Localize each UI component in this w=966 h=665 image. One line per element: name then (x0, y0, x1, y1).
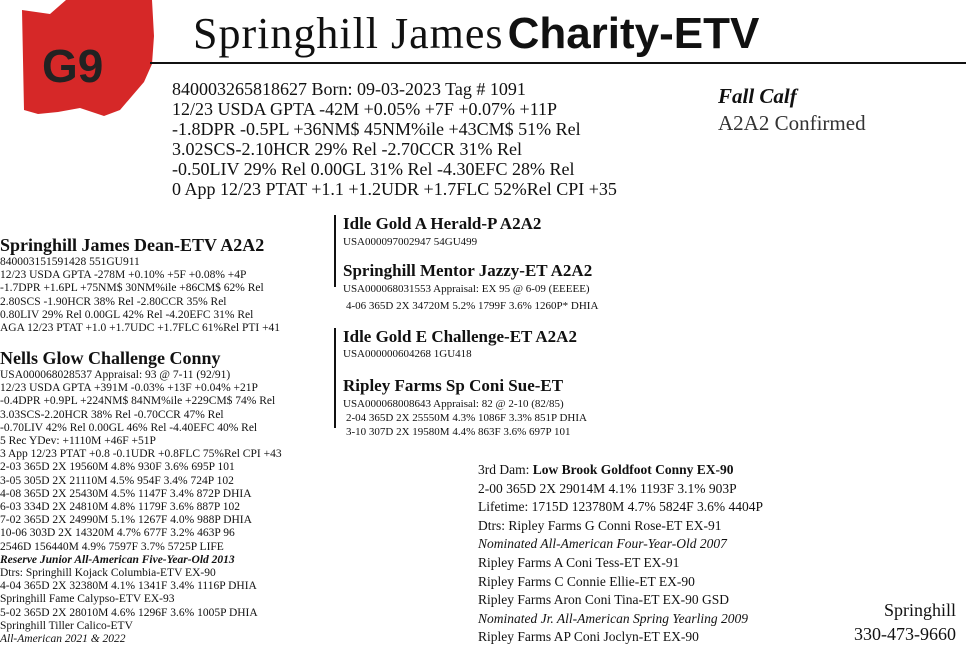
sires-sire-id: USA000097002947 54GU499 (343, 236, 478, 248)
dams-dam-name: Ripley Farms Sp Coni Sue-ET (343, 376, 564, 395)
dams-dam-record-1: 2-04 365D 2X 25550M 4.3% 1086F 3.3% 851P DHIA (346, 412, 587, 424)
sires-dam-name: Springhill Mentor Jazzy-ET A2A2 (343, 261, 593, 280)
dams-sire-name: Idle Gold E Challenge-ET A2A2 (343, 327, 577, 346)
logo-text: G9 (42, 40, 104, 92)
dam-final-award: All-American 2021 & 2022 (0, 633, 126, 646)
status-label: Fall Calf (718, 84, 797, 108)
dams-dam-id: USA000068008643 Appraisal: 82 @ 2-10 (82/85) (343, 398, 564, 410)
third-dam-title: 3rd Dam: Low Brook Goldfoot Conny EX-90 (478, 462, 734, 477)
main-line: -1.8DPR -0.5PL +36NM$ 45NM%ile +43CM$ 51% Rel (172, 119, 581, 139)
main-line: -0.50LIV 29% Rel 0.00GL 31% Rel -4.30EFC 28% Rel (172, 159, 575, 179)
title-suffix: Charity-ETV (507, 9, 760, 58)
title-name: Springhill James (193, 9, 504, 58)
sires-sire-name: Idle Gold A Herald-P A2A2 (343, 214, 542, 233)
pedigree-bar-top (334, 215, 336, 287)
contact-farm: Springhill (883, 600, 956, 620)
contact-phone: 330-473-9660 (854, 624, 956, 644)
page-title (193, 8, 759, 59)
dam-details: USA000068028537 Appraisal: 93 @ 7-11 (92/91) 12/23 USDA GPTA +391M -0.03% +13F +0.04% +21P -0.4DPR +0.9PL +224NM$ 84NM%ile +229CM$ 74% Rel 3.03SCS-2.20HCR 38% Rel -0.70CCR 47% Rel -0.70LIV 42% Rel 0.00GL 46% Rel -4.40EFC 40% Rel 5 Rec YDev: +1110M +46F +51P 3 App 12/23 PTAT +0.8 -0.1UDR +0.8FLC 75%Rel CPI +43 2-03 365D 2X 19560M 4.8% 930F 3.6% 695P 101 3-05 305D 2X 21110M 4.5% 954F 3.4% 724P 102 4-08 365D 2X 25430M 4.5% 1147F 3.4% 872P DHIA 6-03 334D 2X 24810M 4.8% 1179F 3.6% 887P 102 7-02 365D 2X 24990M 5.1% 1267F 4.0% 988P DHIA 10-06 303D 2X 14320M 4.7% 677F 3.2% 463P 96 2546D 156440M 4.9% 7597F 3.7% 5725P LIFE Reserve Junior All-American Five-Year-Old 2013 Dtrs: Springhill Kojack Columbia-ETV EX-90 4-04 365D 2X 32380M 4.1% 1341F 3.4% 1116P DHIA Springhill Fame Calypso-ETV EX-93 5-02 365D 2X 28010M 4.6% 1296F 3.6% 1005P DHIA Springhill Tiller Calico-ETV All-American 2021 & 2022 (0, 369, 282, 646)
sires-dam-id: USA000068031553 Appraisal: EX 95 @ 6-09 (EEEEE) (343, 283, 590, 295)
dams-dam-record-2: 3-10 307D 2X 19580M 4.4% 863F 3.6% 697P 101 (346, 426, 571, 438)
main-line: 0 App 12/23 PTAT +1.1 +1.2UDR +1.7FLC 52%Rel CPI +35 (172, 179, 617, 199)
ohio-state-logo (20, 0, 155, 118)
sires-dam-record: 4-06 365D 2X 34720M 5.2% 1799F 3.6% 1260P* DHIA (346, 300, 599, 312)
dam-award: Reserve Junior All-American Five-Year-Old 2013 (0, 553, 235, 566)
main-line: 12/23 USDA GPTA -42M +0.05% +7F +0.07% +11P (172, 99, 558, 119)
main-info (172, 79, 617, 199)
main-line: 3.02SCS-2.10HCR 29% Rel -2.70CCR 31% Rel (172, 139, 523, 159)
third-dam-block: 3rd Dam: Low Brook Goldfoot Conny EX-90 2-00 365D 2X 29014M 4.1% 1193F 3.1% 903P Lifetime: 1715D 123780M 4.7% 5824F 3.6% 4404P Dtrs: Ripley Farms G Conni Rose-ET EX-91 Nominated All-American Four-Year-Old 2007 Ripley Farms A Coni Tess-ET EX-91 Ripley Farms C Connie Ellie-ET EX-90 Ripley Farms Aron Coni Tina-ET EX-90 GSD Nominated Jr. All-American Spring Yearling 2009 Ripley Farms AP Coni Joclyn-ET EX-90 (478, 462, 763, 645)
sire-details: 840003151591428 551GU911 12/23 USDA GPTA -278M +0.10% +5F +0.08% +4P -1.7DPR +1.6PL +75NM$ 30NM%ile +86CM$ 62% Rel 2.80SCS -1.90HCR 38% Rel -2.80CCR 35% Rel 0.80LIV 29% Rel 0.00GL 42% Rel -4.20EFC 31% Rel AGA 12/23 PTAT +1.0 +1.7UDC +1.7FLC 61%Rel PTI +41 (0, 256, 281, 335)
dams-sire-id: USA000000604268 1GU418 (343, 348, 472, 360)
dam-name: Nells Glow Challenge Conny (0, 348, 221, 368)
main-line: 840003265818627 Born: 09-03-2023 Tag # 1091 (172, 79, 526, 99)
sire-name: Springhill James Dean-ETV A2A2 (0, 235, 265, 255)
genetics-label: A2A2 Confirmed (718, 111, 866, 135)
title-rule (150, 62, 966, 64)
pedigree-bar-bottom (334, 328, 336, 428)
